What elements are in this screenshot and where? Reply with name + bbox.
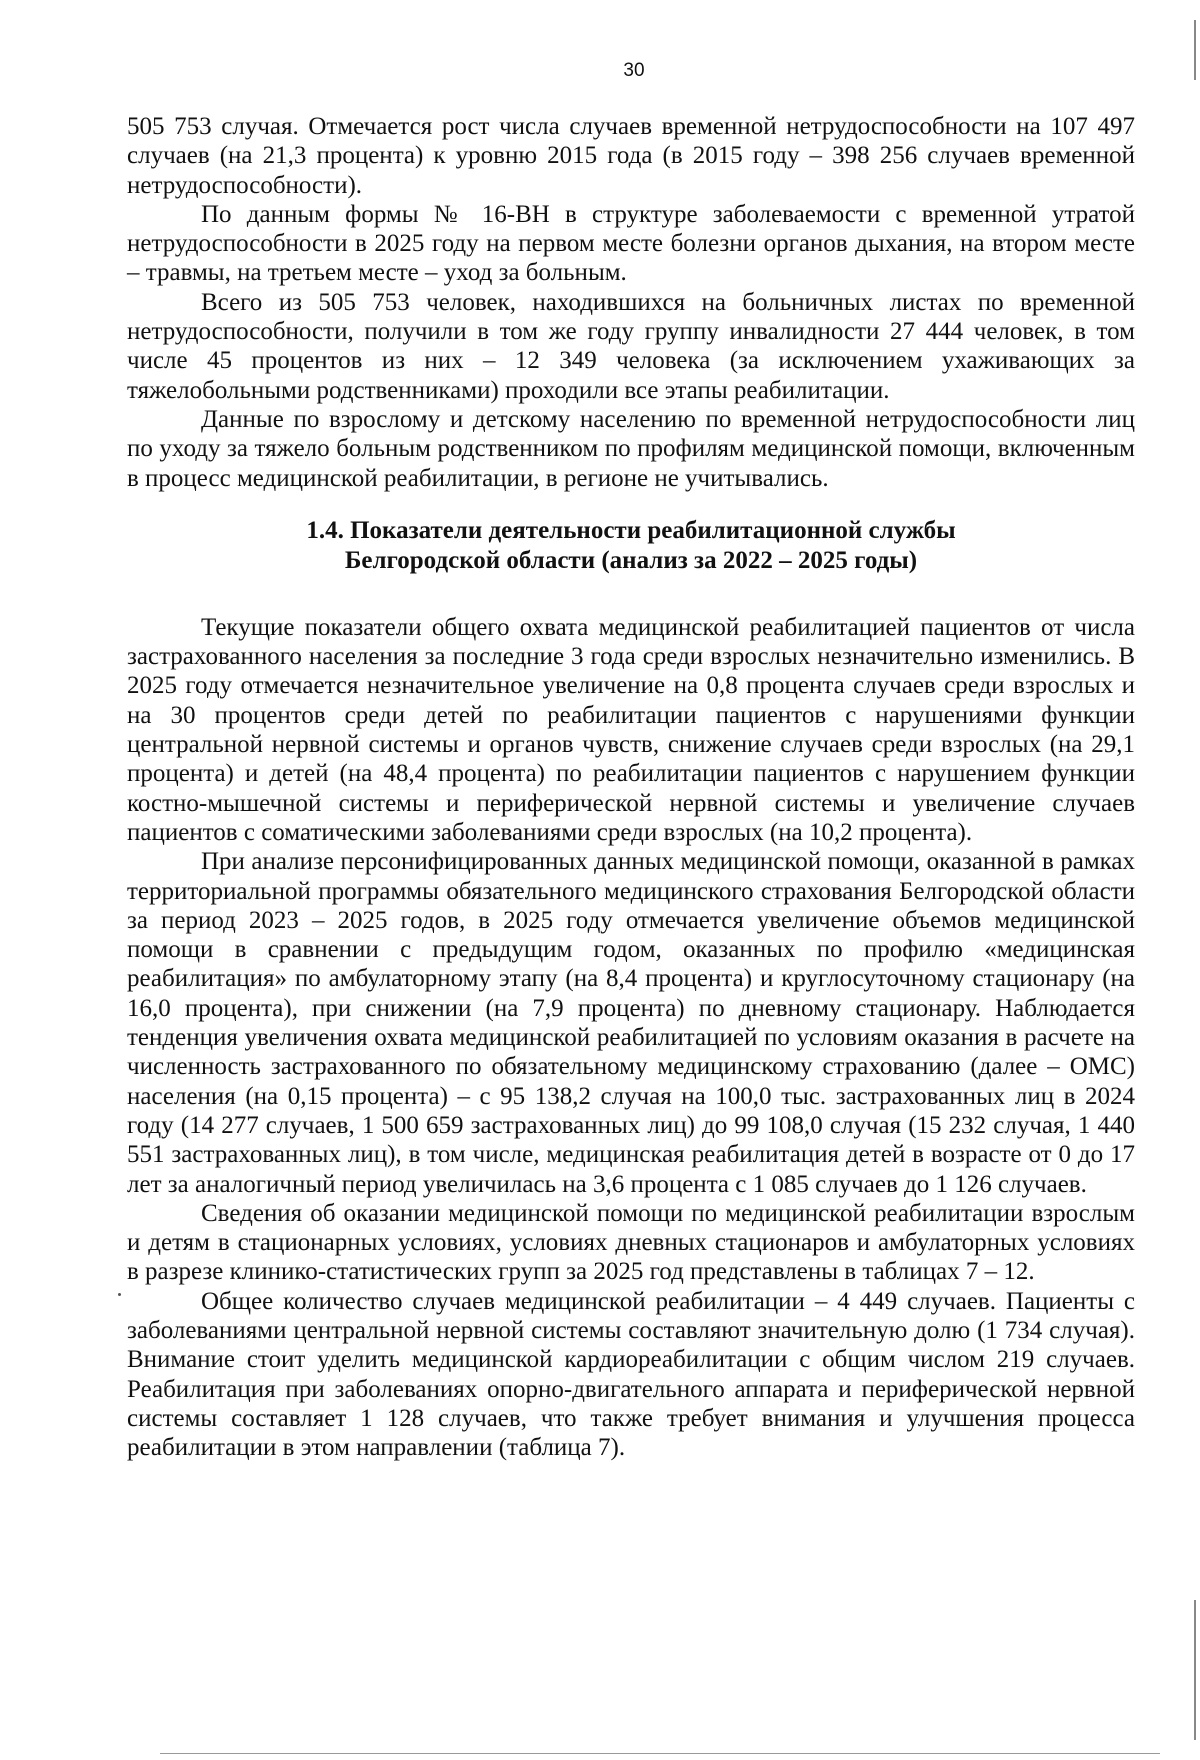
paragraph-total-cases: Общее количество случаев медицинской реабилитации – 4 449 случаев. Пациенты с заболеваниями центральной нервной системы составляют значительную долю (1 734 случая). Внимание стоит уделить медицинской кардиореабилитации с общим числом 219 случаев. Реабилитация при заболеваниях опорно-двигательного аппарата и периферической нервной системы составляет 1 128 случаев, что также требует внимания и улучшения процесса реабилитации в этом направлении (таблица 7).: [127, 1287, 1135, 1462]
scan-bottom-line: [160, 1753, 1160, 1754]
paragraph-coverage-indicators: Текущие показатели общего охвата медицинской реабилитацией пациентов от числа застрахованного населения за последние 3 года среди взрослых незначительно изменились. В 2025 году отмечается незначительное увеличение на 0,8 процента случаев среди взрослых и на 30 процентов среди детей по реабилитации пациентов с нарушениями функции центральной нервной системы и органов чувств, снижение случаев среди взрослых (на 29,1 процента) и детей (на 48,4 процента) по реабилитации пациентов с нарушением функции костно-мышечной системы и периферической нервной системы и увеличение случаев пациентов с соматическими заболеваниями среди взрослых (на 10,2 процента).: [127, 613, 1135, 846]
paragraph-tables-reference: Сведения об оказании медицинской помощи по медицинской реабилитации взрослым и детям в стационарных условиях, условиях дневных стационаров и амбулаторных условиях в разрезе клинико-статистических групп за 2025 год представлены в таблицах 7 – 12.: [127, 1199, 1135, 1286]
section-heading: [127, 516, 1135, 576]
page-number: 30: [623, 60, 645, 81]
document-body: [127, 112, 1135, 1462]
scan-edge-mark-bottom: [1194, 1600, 1196, 1740]
paragraph-disability-group: Всего из 505 753 человек, находившихся на больничных листах по временной нетрудоспособности, получили в том же году группу инвалидности 27 444 человек, в том числе 45 процентов из них – 12 349 человека (за исключением ухаживающих за тяжелобольными родственниками) проходили все этапы реабилитации.: [127, 288, 1135, 404]
section-heading-line-2: Белгородской области (анализ за 2022 – 2025 годы): [344, 546, 918, 574]
paragraph-form-16vn: По данным формы № 16-ВН в структуре заболеваемости с временной утратой нетрудоспособности в 2025 году на первом месте болезни органов дыхания, на втором месте – травмы, на третьем месте – уход за больным.: [127, 200, 1135, 287]
paragraph-continuation: 505 753 случая. Отмечается рост числа случаев временной нетрудоспособности на 107 497 случаев (на 21,3 процента) к уровню 2015 года (в 2015 году – 398 256 случаев временной нетрудоспособности).: [127, 113, 1135, 199]
paragraph-caregivers-data: Данные по взрослому и детскому населению по временной нетрудоспособности лиц по уходу за тяжело больным родственником по профилям медицинской помощи, включенным в процесс медицинской реабилитации, в регионе не учитывались.: [127, 405, 1135, 492]
paragraph-personified-data: При анализе персонифицированных данных медицинской помощи, оказанной в рамках территориальной программы обязательного медицинского страхования Белгородской области за период 2023 – 2025 годов, в 2025 году отмечается увеличение объемов медицинской помощи в сравнении с предыдущим годом, оказанных по профилю «медицинская реабилитация» по амбулаторному этапу (на 8,4 процента) и круглосуточному стационару (на 16,0 процента), при снижении (на 7,9 процента) по дневному стационару. Наблюдается тенденция увеличения охвата медицинской реабилитацией по условиям оказания в расчете на численность застрахованного по обязательному медицинскому страхованию (далее – ОМС) населения (на 0,15 процента) – с 95 138,2 случая на 100,0 тыс. застрахованных лиц в 2024 году (14 277 случаев, 1 500 659 застрахованных лиц) до 99 108,0 случая (15 232 случая, 1 440 551 застрахованных лиц), в том числе, медицинская реабилитация детей в возрасте от 0 до 17 лет за аналогичный период увеличилась на 3,6 процента с 1 085 случаев до 1 126 случаев.: [127, 848, 1135, 1198]
scan-speck: [118, 1293, 121, 1296]
section-heading-line-1: 1.4. Показатели деятельности реабилитационной службы: [306, 516, 956, 544]
scan-edge-mark-top: [1194, 20, 1196, 80]
